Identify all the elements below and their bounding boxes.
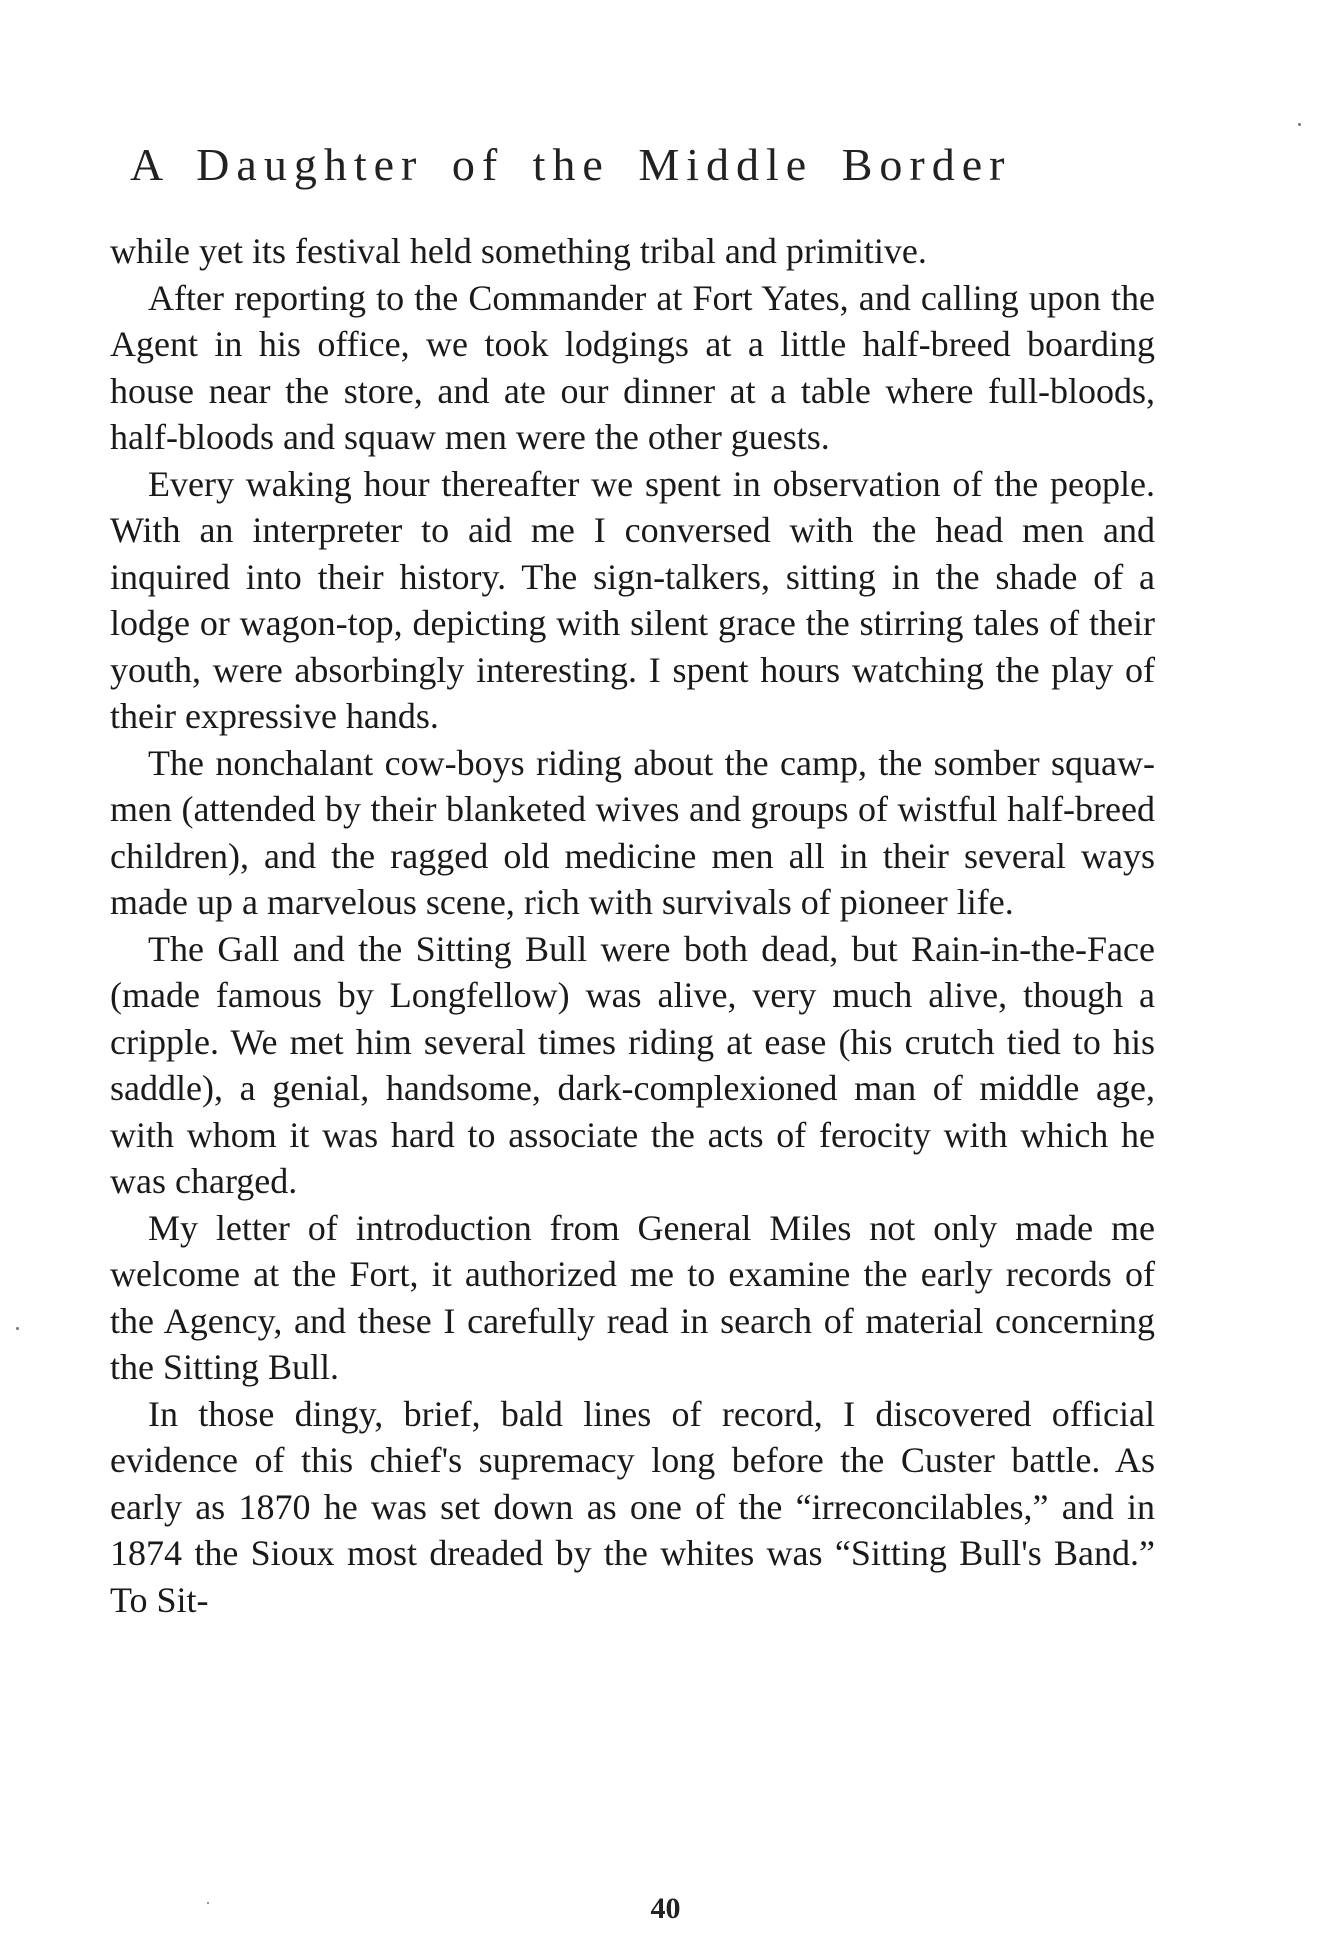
paragraph-continued: while yet its festival held something tribal and primitive. <box>110 231 927 271</box>
paragraph-cow-boys: The nonchalant cow-boys riding about the camp, the somber squaw-men (attended by their blanketed wives and groups of wistful half-breed children), and the ragged old medicine men all in their several ways made up a marvelous scene, rich with survivals of pioneer life. <box>110 742 1155 922</box>
paragraph-records: In those dingy, brief, bald lines of record, I discovered official evidence of this chief's supremacy long before the Custer battle. As early as 1870 he was set down as one of the “irreconcilables,” and in 1874 the Sioux most dreaded by the whites was “Sitting Bull's Band.” To Sit- <box>110 1393 1155 1620</box>
paragraph-observation: Every waking hour thereafter we spent in observation of the people. With an interpreter to aid me I conversed with the head men and inquired into their history. The sign-talkers, sitting in the shade of a lodge or wagon-top, depicting with silent grace the stirring tales of their youth, were absorbingly interesting. I spent hours watching the play of their expressive hands. <box>110 463 1155 736</box>
paragraph-letter-of-introduction: My letter of introduction from General Miles not only made me welcome at the Fort, it authorized me to examine the early records of the Agency, and these I carefully read in search of material concerning the Sitting Bull. <box>110 1207 1155 1387</box>
paper-speck <box>207 1902 209 1904</box>
page-number: 40 <box>650 1892 681 1925</box>
paragraph-rain-in-the-face: The Gall and the Sitting Bull were both dead, but Rain-in-the-Face (made famous by Longfellow) was alive, very much alive, though a cripple. We met him several times riding at ease (his crutch tied to his saddle), a genial, handsome, dark-complexioned man of middle age, with whom it was hard to associate the acts of ferocity with which he was charged. <box>110 928 1155 1201</box>
paragraph-fort-yates: After reporting to the Commander at Fort Yates, and calling upon the Agent in his office, we took lodgings at a little half-breed boarding house near the store, and ate our dinner at a table where full-bloods, half-bloods and squaw men were the other guests. <box>110 277 1155 457</box>
body-text <box>110 228 1155 1623</box>
paper-speck <box>1298 123 1301 126</box>
running-head: A Daughter of the Middle Border <box>130 139 1012 190</box>
paper-speck <box>16 1327 19 1330</box>
